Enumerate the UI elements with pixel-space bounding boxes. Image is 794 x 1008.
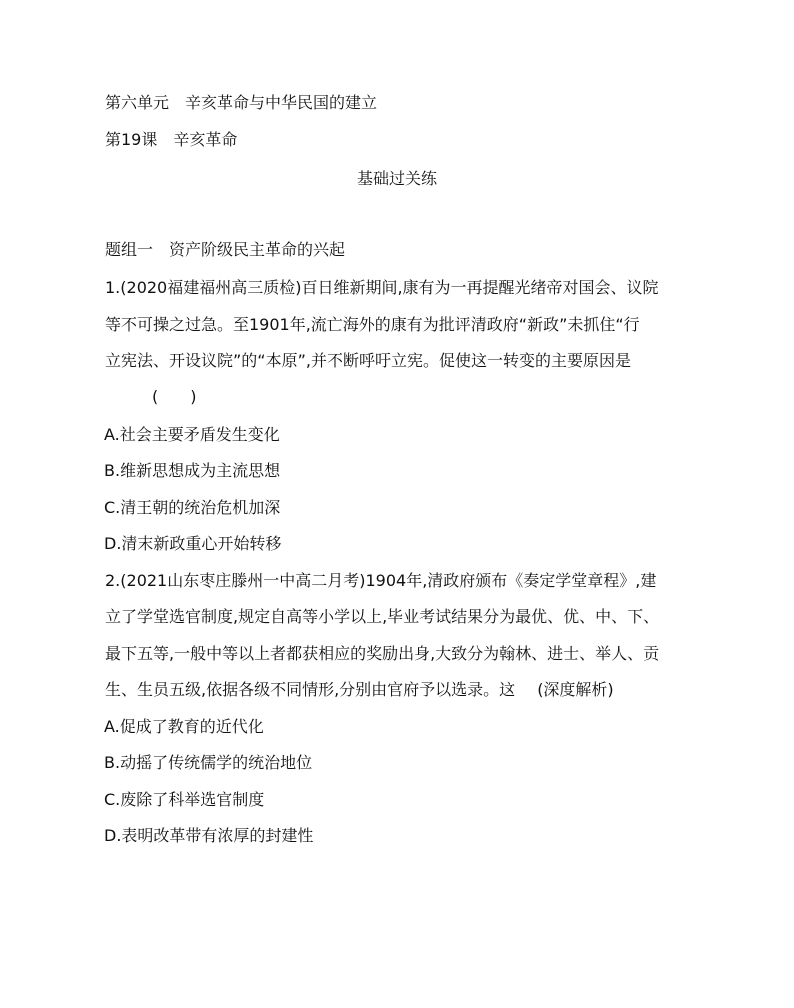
- question-2-line-1: 2.(2021山东枣庄滕州一中高二月考)1904年,清政府颁布《奏定学堂章程》,建: [105, 571, 657, 590]
- unit-title: 第六单元 辛亥革命与中华民国的建立: [105, 93, 378, 112]
- question-1-line-3: 立宪法、开设议院”的“本原”,并不断呼吁立宪。促使这一转变的主要原因是: [105, 351, 631, 370]
- q2-option-b: B.动摇了传统儒学的统治地位: [104, 753, 313, 772]
- question-1-line-1: 1.(2020福建福州高三质检)百日维新期间,康有为一再提醒光绪帝对国会、议院: [105, 278, 659, 297]
- lesson-title: 第19课 辛亥革命: [105, 130, 238, 149]
- q1-option-d: D.清末新政重心开始转移: [104, 534, 282, 553]
- q2-option-c: C.废除了科举选官制度: [104, 790, 265, 809]
- question-2-line-4: [105, 679, 614, 701]
- group-title: 题组一 资产阶级民主革命的兴起: [105, 240, 346, 259]
- question-2-line-3: 最下五等,一般中等以上者都获相应的奖励出身,大致分为翰林、进士、举人、贡: [105, 644, 660, 663]
- q2-option-d: D.表明改革带有浓厚的封建性: [104, 826, 314, 845]
- question-2-line-2: 立了学堂选官制度,规定自高等小学以上,毕业考试结果分为最优、优、中、下、: [105, 607, 660, 626]
- deep-analysis-note: (深度解析): [537, 680, 614, 699]
- answer-bracket: ( ): [152, 387, 197, 406]
- q2-option-a: A.促成了教育的近代化: [104, 717, 264, 736]
- q1-option-b: B.维新思想成为主流思想: [104, 461, 281, 480]
- question-2-line-4-text: 生、生员五级,依据各级不同情形,分别由官府予以选录。这: [105, 680, 516, 699]
- q1-option-a: A.社会主要矛盾发生变化: [104, 425, 280, 444]
- q1-option-c: C.清王朝的统治危机加深: [104, 498, 281, 517]
- question-1-line-2: 等不可操之过急。至1901年,流亡海外的康有为批评清政府“新政”未抓住“行: [105, 315, 640, 334]
- section-title: 基础过关练: [356, 169, 437, 188]
